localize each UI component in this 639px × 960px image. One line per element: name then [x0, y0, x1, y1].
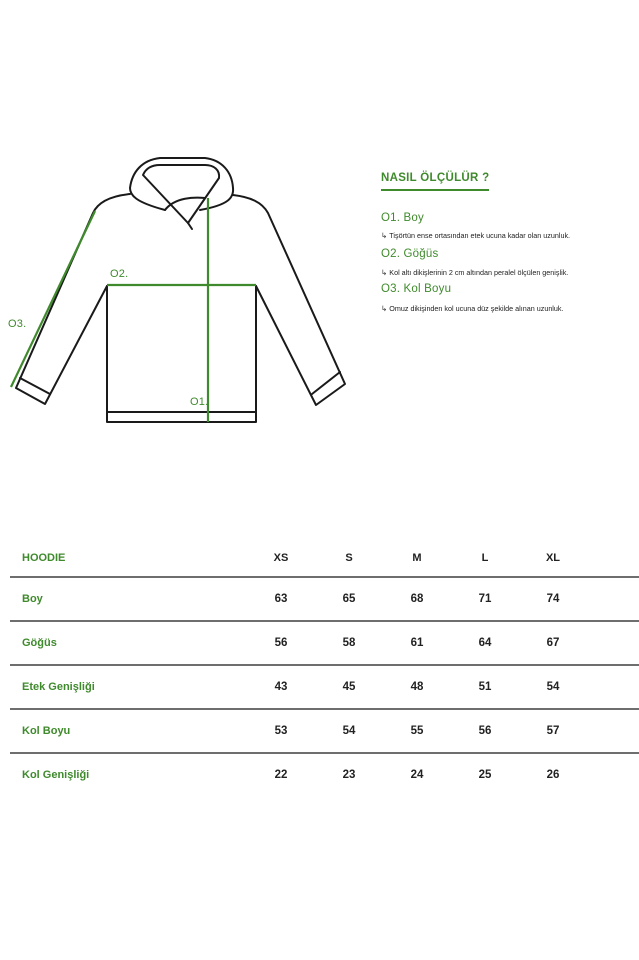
cell-value: 45 — [338, 665, 406, 709]
table-row — [10, 753, 639, 796]
cell-value: 65 — [338, 577, 406, 621]
row-label: Kol Genişliği — [22, 769, 90, 781]
cell-value: 67 — [542, 621, 610, 665]
cell-value: 56 — [270, 621, 338, 665]
guide-title: NASIL ÖLÇÜLÜR ? — [381, 172, 489, 191]
table-row — [10, 577, 639, 621]
guide-description: ↳ Kol altı dikişlerinin 2 cm altından peralel ölçülen genişlik. — [381, 268, 569, 277]
cell-value: 74 — [542, 577, 610, 621]
cell-value: 55 — [406, 709, 474, 753]
table-row — [10, 709, 639, 753]
guide-item-sleeve — [381, 283, 639, 313]
size-header-l: L — [474, 540, 542, 577]
cell-value: 63 — [270, 577, 338, 621]
cell-value: 54 — [338, 709, 406, 753]
arrow-icon: ↳ — [381, 268, 388, 277]
chest-measure-label: O2. — [110, 268, 129, 280]
product-type-header: HOODIE — [10, 540, 270, 577]
guide-description: ↳ Tişörtün ense ortasından etek ucuna kadar olan uzunluk. — [381, 231, 571, 240]
guide-heading: O3. Kol Boyu — [381, 283, 452, 295]
hoodie-outline-icon — [0, 150, 360, 430]
guide-item-chest — [381, 248, 639, 277]
cell-value: 56 — [474, 709, 542, 753]
cell-value: 51 — [474, 665, 542, 709]
row-label: Boy — [10, 577, 270, 621]
cell-value: 61 — [406, 621, 474, 665]
cell-value: 58 — [338, 621, 406, 665]
guide-heading: O2. Göğüs — [381, 248, 439, 260]
size-chart-table — [10, 540, 639, 796]
cell-value: 23 — [342, 769, 356, 781]
cell-value: 26 — [546, 769, 560, 781]
cell-value: 43 — [270, 665, 338, 709]
cell-value: 68 — [406, 577, 474, 621]
row-label: Göğüs — [10, 621, 270, 665]
cell-value: 22 — [274, 769, 288, 781]
cell-value: 57 — [542, 709, 610, 753]
row-label: Etek Genişliği — [10, 665, 270, 709]
cell-value: 53 — [270, 709, 338, 753]
size-header-m: M — [406, 540, 474, 577]
cell-value: 25 — [478, 769, 492, 781]
size-header-xl: XL — [542, 540, 610, 577]
arrow-icon: ↳ — [381, 304, 388, 313]
hoodie-measurement-diagram — [0, 150, 360, 430]
guide-heading: O1. Boy — [381, 212, 424, 224]
sleeve-measure-label: O3. — [8, 318, 27, 330]
table-row — [10, 621, 639, 665]
row-label: Kol Boyu — [10, 709, 270, 753]
table-row — [10, 665, 639, 709]
size-header-s: S — [338, 540, 406, 577]
arrow-icon: ↳ — [381, 231, 388, 240]
cell-value: 48 — [406, 665, 474, 709]
how-to-measure-guide — [381, 168, 639, 313]
size-header-xs: XS — [270, 540, 338, 577]
cell-value: 24 — [410, 769, 424, 781]
table-header-row — [10, 540, 639, 577]
length-measure-label: O1. — [190, 396, 209, 408]
guide-description: ↳ Omuz dikişinden kol ucuna düz şekilde alınan uzunluk. — [381, 304, 564, 313]
cell-value: 64 — [474, 621, 542, 665]
cell-value: 54 — [542, 665, 610, 709]
cell-value: 71 — [474, 577, 542, 621]
guide-item-length — [381, 212, 639, 240]
